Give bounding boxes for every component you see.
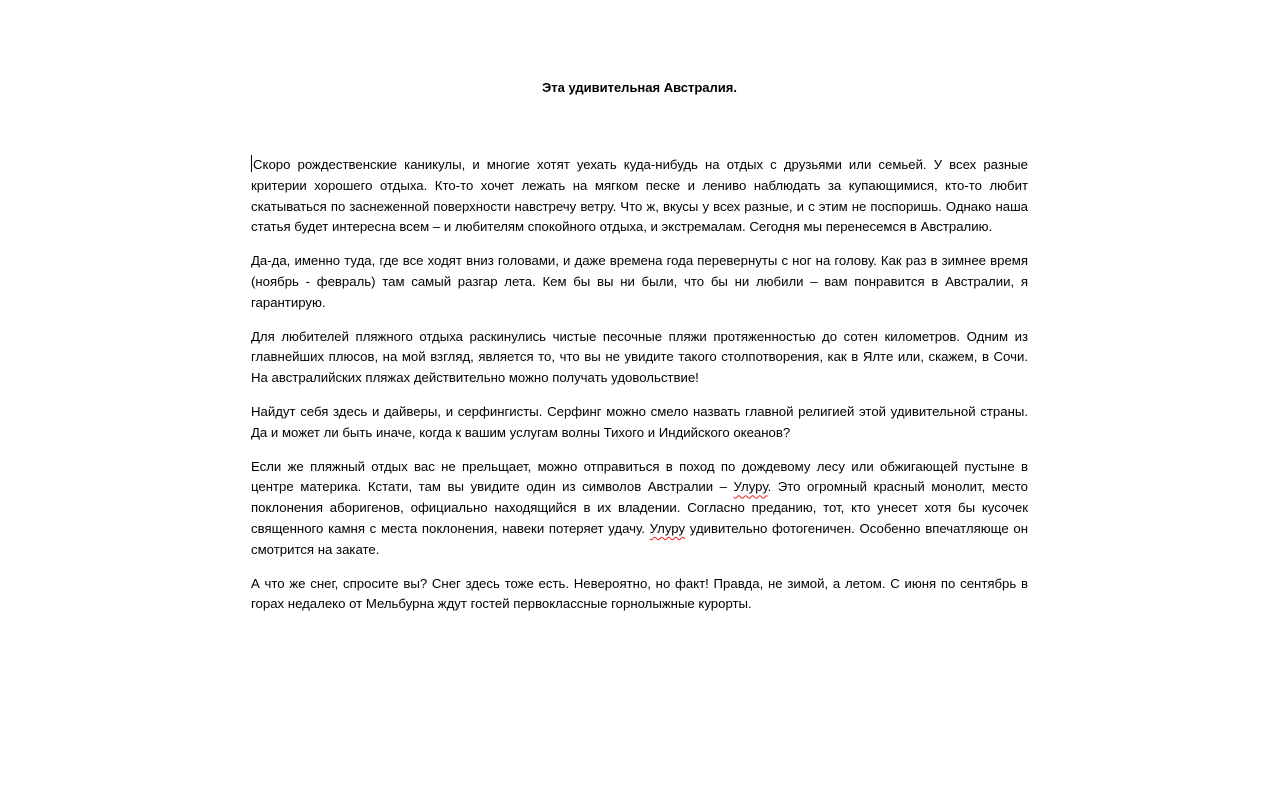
paragraph-3-text: Для любителей пляжного отдыха раскинулись чистые песочные пляжи протяженностью до сотен километров. Одним из главнейших плюсов, на мой взгляд, является то, что вы не увидите такого столпотворения, как в Ялте или, скажем, в Сочи. На австралийских пляжах действительно можно получать удовольствие!	[251, 328, 1028, 386]
paragraph-6-text: А что же снег, спросите вы? Снег здесь тоже есть. Невероятно, но факт! Правда, не зимой, а летом. С июня по сентябрь в горах недалеко от Мельбурна ждут гостей первоклассные горнолыжные курорты.	[251, 575, 1028, 612]
paragraph-5-text-part-2: . Это огромный красный монолит, место поклонения аборигенов, официально находящийся в их владении. Согласно преданию, тот, кто унесет хотя бы кусочек священного камня с места поклонения, навеки потеряет удачу.	[251, 479, 1029, 536]
paragraph-5-text-part-1: Если же пляжный отдых вас не прельщает, можно отправиться в поход по дождевому лесу или обжигающей пустыне в центре материка. Кстати, там вы увидите один из символов Австралии –	[251, 458, 1028, 495]
paragraph-5-text-part-3: удивительно фотогеничен. Особенно впечатляюще он смотрится на закате.	[251, 520, 1029, 557]
spellcheck-word-uluru[interactable]: Улуру	[649, 520, 686, 536]
paragraph-2-text: Да-да, именно туда, где все ходят вниз головами, и даже времена года перевернуты с ног на голову. Как раз в зимнее время (ноябрь - февраль) там самый разгар лета. Кем бы вы ни были, что бы ни любили – вам понравится в Австралии, я гарантирую.	[251, 253, 1028, 310]
paragraph-6[interactable]	[251, 574, 1028, 616]
text-cursor	[251, 155, 252, 172]
paragraph-2[interactable]	[251, 251, 1028, 313]
paragraph-5[interactable]	[251, 457, 1028, 561]
paragraph-4-text: Найдут себя здесь и дайверы, и серфингисты. Серфинг можно смело назвать главной религией этой удивительной страны. Да и может ли быть иначе, когда к вашим услугам волны Тихого и Индийского океанов?	[251, 403, 1028, 440]
paragraph-1-text: Скоро рождественские каникулы, и многие хотят уехать куда-нибудь на отдых с друзьями или семьей. У всех разные критерии хорошего отдыха. Кто-то хочет лежать на мягком песке и лениво наблюдать за купающимися, кто-то любит скатываться по заснеженной поверхности навстречу ветру. Что ж, вкусы у всех разные, и с этим не поспоришь. Однако наша статья будет интересна всем – и любителям спокойного отдыха, и экстремалам. Сегодня мы перенесемся в Австралию.	[251, 157, 1028, 235]
document-page[interactable]	[251, 78, 1028, 628]
paragraph-3[interactable]	[251, 327, 1028, 389]
spellcheck-word-uluru[interactable]: Улуру	[733, 479, 768, 495]
paragraph-1[interactable]	[251, 155, 1028, 238]
paragraph-4[interactable]	[251, 402, 1028, 444]
document-title[interactable]: Эта удивительная Австралия.	[542, 80, 737, 95]
